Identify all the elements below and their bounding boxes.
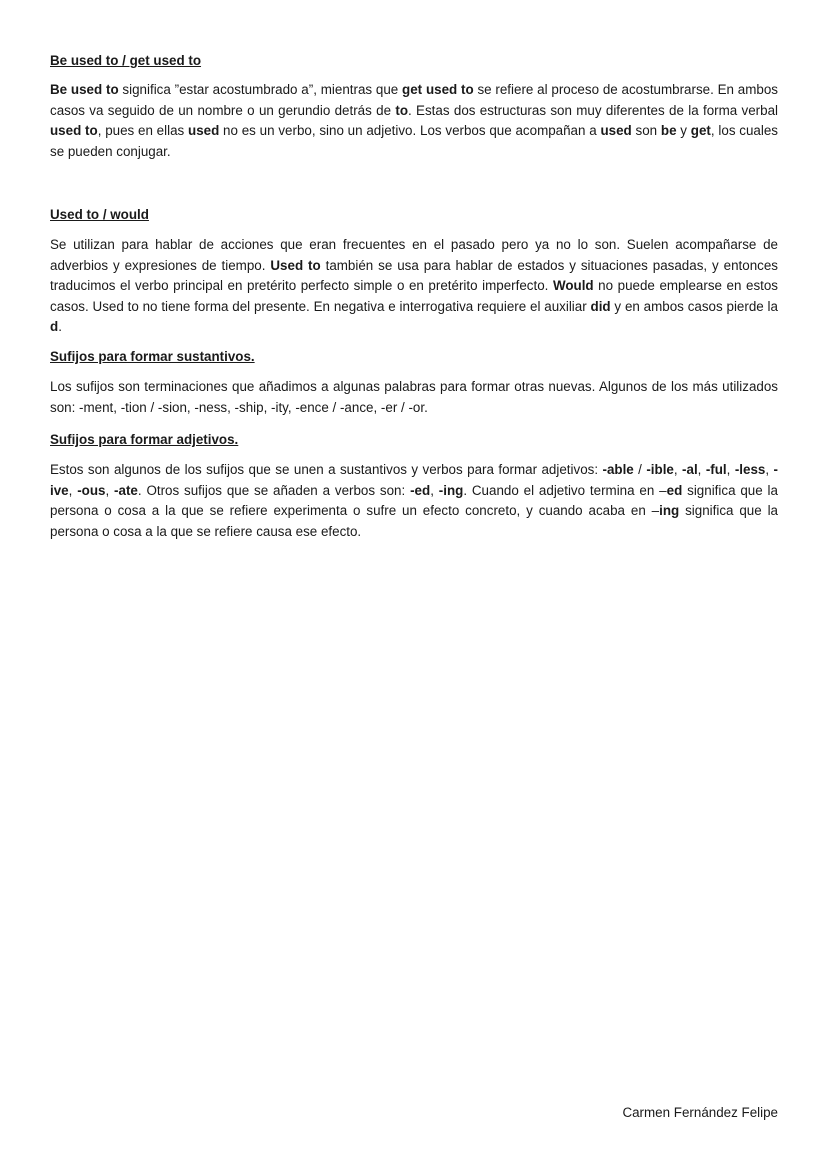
text-segment: , los cuales se pueden conjugar. bbox=[50, 123, 778, 159]
text-segment: significa que la persona o cosa a la que se refiere experimenta o sufre un efecto concreto, y cuando acaba en – bbox=[50, 482, 778, 518]
bold-text-segment: -ive bbox=[50, 462, 778, 498]
text-segment: . Otros sufijos que se añaden a verbos son: bbox=[137, 482, 411, 498]
bold-text-segment: ed bbox=[666, 482, 683, 498]
bold-text-segment: d bbox=[50, 319, 59, 334]
text-segment: se refiere al proceso de acostumbrarse. En ambos casos va seguido de un nombre o un gerundio detrás de bbox=[50, 82, 778, 118]
text-segment: no puede emplearse en estos casos. Used to no tiene forma del presente. En negativa e interrogativa requiere el auxiliar bbox=[50, 278, 779, 314]
bold-text-segment: used to bbox=[50, 123, 98, 138]
section-heading: Sufijos para formar adjetivos. bbox=[50, 432, 239, 447]
bold-text-segment: -ous bbox=[77, 482, 106, 498]
bold-text-segment: did bbox=[590, 298, 611, 314]
text-segment: también se usa para hablar de estados y situaciones pasadas, y entonces traducimos el verbo principal en pretérito perfecto simple o en pretérito imperfecto. bbox=[50, 257, 778, 293]
text-segment: , bbox=[430, 482, 439, 498]
text-segment: y en ambos casos pierde la bbox=[610, 298, 778, 314]
section-paragraph bbox=[50, 377, 778, 418]
text-segment: / bbox=[633, 462, 647, 477]
text-segment: , bbox=[697, 462, 706, 477]
section-paragraph bbox=[50, 460, 778, 542]
bold-text-segment: ing bbox=[659, 503, 680, 518]
bold-text-segment: get bbox=[690, 123, 711, 138]
text-segment: , bbox=[673, 462, 683, 477]
text-segment: , pues en ellas bbox=[97, 123, 189, 138]
bold-text-segment: used bbox=[188, 123, 220, 138]
text-segment: significa ”estar acostumbrado a”, mientras que bbox=[118, 82, 403, 97]
bold-text-segment: -ing bbox=[438, 482, 464, 498]
bold-text-segment: -al bbox=[682, 462, 698, 477]
text-segment: . Estas dos estructuras son muy diferentes de la forma verbal bbox=[408, 102, 779, 118]
bold-text-segment: -less bbox=[734, 462, 766, 477]
bold-text-segment: used bbox=[600, 123, 632, 138]
bold-text-segment: Be used to bbox=[50, 82, 119, 97]
bold-text-segment: -ed bbox=[410, 482, 431, 498]
text-segment: significa que la persona o cosa a la que se refiere causa ese efecto. bbox=[50, 503, 778, 539]
bold-text-segment: -able bbox=[602, 462, 634, 477]
bold-text-segment: Would bbox=[552, 278, 594, 293]
text-segment: Estos son algunos de los sufijos que se unen a sustantivos y verbos para formar adjetivos: bbox=[50, 462, 603, 477]
text-segment: no es un verbo, sino un adjetivo. Los verbos que acompañan a bbox=[219, 123, 601, 138]
bold-text-segment: -ible bbox=[646, 462, 674, 477]
text-segment: y bbox=[676, 123, 691, 138]
text-segment: Los sufijos son terminaciones que añadimos a algunas palabras para formar otras nuevas. Algunos de los más utilizados son: -ment, -tion / -sion, -ness, -ship, -ity, -ence / -ance, -er / -or. bbox=[50, 379, 778, 415]
bold-text-segment: be bbox=[660, 123, 677, 138]
bold-text-segment: -ate bbox=[114, 482, 138, 498]
section-paragraph bbox=[50, 80, 778, 162]
section-paragraph bbox=[50, 235, 778, 338]
text-segment: , bbox=[105, 482, 115, 498]
text-segment: Se utilizan para hablar de acciones que eran frecuentes en el pasado pero ya no lo son. Suelen acompañarse de adverbios y expresiones de tiempo. bbox=[50, 237, 778, 273]
bold-text-segment: Used to bbox=[270, 257, 321, 273]
text-segment: , bbox=[765, 462, 774, 477]
section-heading: Used to / would bbox=[50, 207, 149, 222]
bold-text-segment: get used to bbox=[402, 82, 474, 97]
bold-text-segment: -ful bbox=[705, 462, 727, 477]
bold-text-segment: to bbox=[395, 102, 409, 118]
text-segment: , bbox=[68, 482, 78, 498]
text-segment: , bbox=[726, 462, 735, 477]
text-segment: . Cuando el adjetivo termina en – bbox=[463, 482, 667, 498]
section-heading: Be used to / get used to bbox=[50, 53, 202, 68]
footer-author: Carmen Fernández Felipe bbox=[622, 1105, 778, 1120]
section-heading: Sufijos para formar sustantivos. bbox=[50, 349, 255, 364]
text-segment: . bbox=[58, 319, 62, 334]
text-segment: son bbox=[631, 123, 661, 138]
